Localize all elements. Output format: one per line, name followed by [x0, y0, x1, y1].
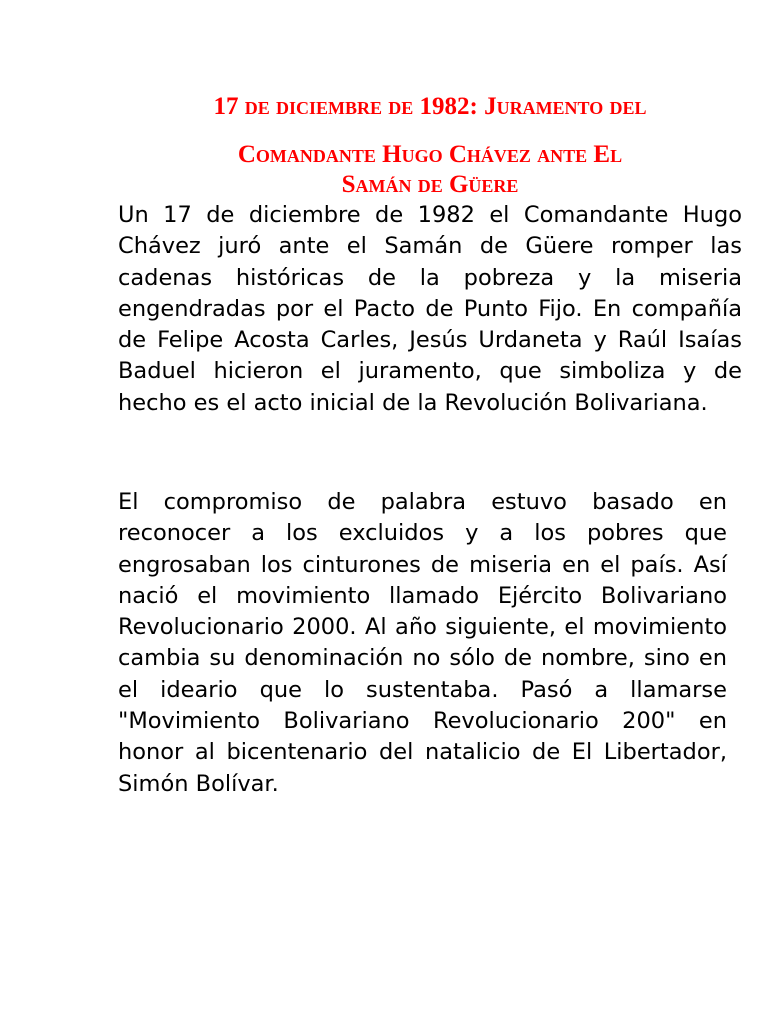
document-title-line-2: Comandante Hugo Chávez ante El: [237, 141, 623, 168]
document-title-line-1: 17 de diciembre de 1982: Juramento del: [213, 93, 647, 120]
body-paragraph-1: Un 17 de diciembre de 1982 el Comandante Hugo Chávez juró ante el Samán de Güere romper las cadenas históricas de la pobreza y la miseria engendradas por el Pacto de Punto Fijo. En compañía de Felipe Acosta Carles, Jesús Urdaneta y Raúl Isaías Baduel hicieron el juramento, que simboliza y de hecho es el acto inicial de la Revolución Bolivariana.: [118, 202, 742, 416]
document-title-line-3: Samán de Güere: [341, 171, 519, 198]
body-paragraph-2: El compromiso de palabra estuvo basado en reconocer a los excluidos y a los pobres que engrosaban los cinturones de miseria en el país. Así nació el movimiento llamado Ejército Bolivariano Revolucionario 2000. Al año siguiente, el movimiento cambia su denominación no sólo de nombre, sino en el ideario que lo sustentaba. Pasó a llamarse "Movimiento Bolivariano Revolucionario 200" en honor al bicentenario del natalicio de El Libertador, Simón Bolívar.: [118, 489, 727, 797]
